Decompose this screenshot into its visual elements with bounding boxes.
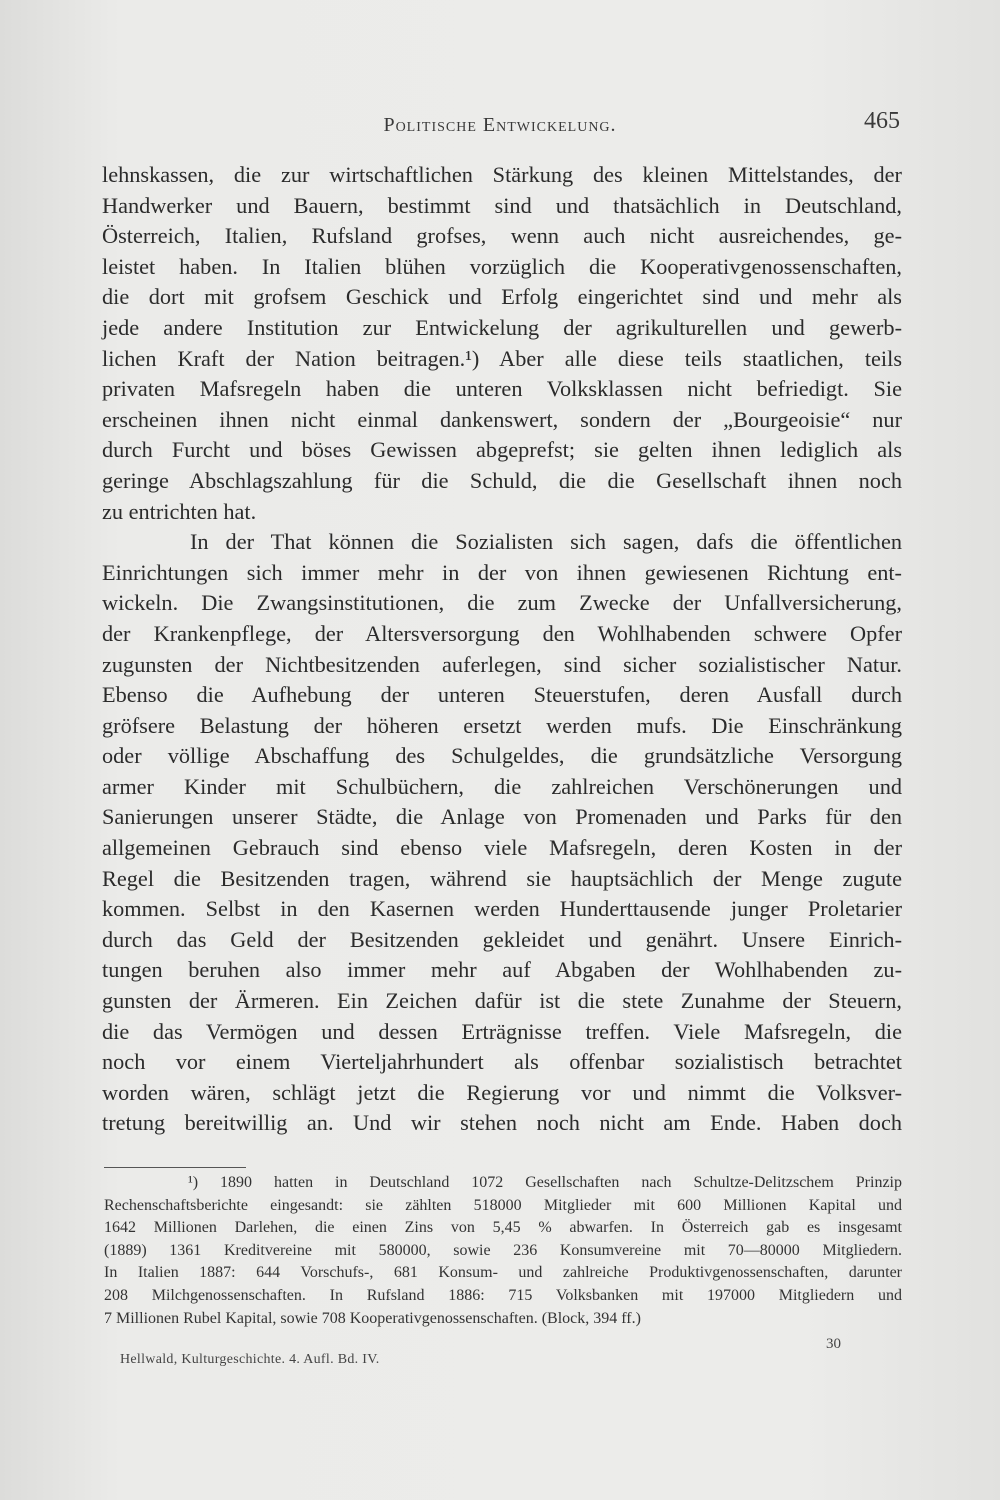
footnote-line: Rechenschaftsberichte eingesandt: sie zählten 518000 Mitglieder mit 600 Millionen Kapital und	[104, 1196, 902, 1214]
footnote-line: In Italien 1887: 644 Vorschufs-, 681 Konsum- und zahlreiche Produktivgenossenschaften, darunter	[104, 1264, 902, 1282]
text-line: noch vor einem Vierteljahrhundert als offenbar sozialistisch betrachtet	[102, 1049, 902, 1075]
footnote-divider	[104, 1167, 246, 1168]
text-line: oder völlige Abschaffung des Schulgeldes, die grundsätzliche Versorgung	[102, 743, 902, 769]
text-line: zugunsten der Nichtbesitzenden auferlegen, sind sicher sozialistischer Natur.	[102, 651, 902, 677]
text-line: die dort mit grofsem Geschick und Erfolg eingerichtet sind und mehr als	[102, 284, 902, 310]
text-line: armer Kinder mit Schulbüchern, die zahlreichen Verschönerungen und	[102, 773, 902, 799]
text-line: Sanierungen unserer Städte, die Anlage von Promenaden und Parks für den	[102, 804, 902, 830]
text-line: die das Vermögen und dessen Erträgnisse treffen. Viele Mafsregeln, die	[102, 1018, 902, 1044]
running-head	[100, 108, 900, 148]
text-line: leistet haben. In Italien blühen vorzüglich die Kooperativgenossenschaften,	[102, 253, 902, 279]
page-number: 465	[864, 108, 900, 134]
text-line: Ebenso die Aufhebung der unteren Steuerstufen, deren Ausfall durch	[102, 682, 902, 708]
body-text	[102, 160, 902, 1139]
footnotes	[104, 1172, 902, 1330]
text-line: erscheinen ihnen nicht einmal dankenswert, sondern der „Bourgeoisie“ nur	[102, 406, 902, 432]
text-line: Handwerker und Bauern, bestimmt sind und thatsächlich in Deutschland,	[102, 192, 902, 218]
footnote-line: (1889) 1361 Kreditvereine mit 580000, sowie 236 Konsumvereine mit 70—80000 Mitgliedern.	[104, 1241, 902, 1259]
text-line: lichen Kraft der Nation beitragen.¹) Aber alle diese teils staatlichen, teils	[102, 345, 902, 371]
running-title: Politische Entwickelung.	[383, 114, 617, 136]
text-line: allgemeinen Gebrauch sind ebenso viele Mafsregeln, deren Kosten in der	[102, 835, 902, 861]
footnote-line: 208 Milchgenossenschaften. In Rufsland 1886: 715 Volksbanken mit 197000 Mitgliedern und	[104, 1286, 902, 1304]
text-line: zu entrichten hat.	[102, 498, 257, 524]
text-line: der Krankenpflege, der Altersversorgung den Wohlhabenden schwere Opfer	[102, 620, 902, 646]
text-line: Österreich, Italien, Rufsland grofses, wenn auch nicht ausreichendes, ge-	[102, 223, 902, 249]
footnote-line: 1642 Millionen Darlehen, die einen Zins von 5,45 % abwarfen. In Österreich gab es insgesamt	[104, 1219, 902, 1237]
text-line: In der That können die Sozialisten sich sagen, dafs die öffentlichen	[190, 529, 902, 555]
text-line: gunsten der Ärmeren. Ein Zeichen dafür ist die stete Zunahme der Steuern,	[102, 988, 902, 1014]
text-line: wickeln. Die Zwangsinstitutionen, die zum Zwecke der Unfallversicherung,	[102, 590, 902, 616]
text-line: durch das Geld der Besitzenden gekleidet und genährt. Unsere Einrich-	[102, 926, 902, 952]
text-line: tretung bereitwillig an. Und wir stehen noch nicht am Ende. Haben doch	[102, 1110, 902, 1136]
text-line: Einrichtungen sich immer mehr in der von ihnen gewiesenen Richtung ent-	[102, 559, 902, 585]
text-line: privaten Mafsregeln haben die unteren Volksklassen nicht befriedigt. Sie	[102, 376, 902, 402]
text-line: tungen beruhen also immer mehr auf Abgaben der Wohlhabenden zu-	[102, 957, 902, 983]
text-line: kommen. Selbst in den Kasernen werden Hunderttausende junger Proletarier	[102, 896, 902, 922]
sheet-number: 30	[826, 1336, 841, 1352]
footnote-line: 7 Millionen Rubel Kapital, sowie 708 Kooperativgenossenschaften. (Block, 394 ff.)	[104, 1309, 641, 1327]
text-line: geringe Abschlagszahlung für die Schuld, die die Gesellschaft ihnen noch	[102, 467, 902, 493]
text-line: jede andere Institution zur Entwickelung der agrikulturellen und gewerb-	[102, 314, 902, 340]
text-line: worden wären, schlägt jetzt die Regierung vor und nimmt die Volksver-	[102, 1079, 902, 1105]
footnote-line: ¹) 1890 hatten in Deutschland 1072 Gesellschaften nach Schultze-Delitzschem Prinzip	[188, 1174, 902, 1191]
text-line: gröfsere Belastung der höheren ersetzt werden mufs. Die Einschränkung	[102, 712, 902, 738]
text-line: lehnskassen, die zur wirtschaftlichen Stärkung des kleinen Mittelstandes, der	[102, 162, 902, 187]
text-line: Regel die Besitzenden tragen, während sie hauptsächlich der Menge zugute	[102, 865, 902, 891]
signature-line: Hellwald, Kulturgeschichte. 4. Aufl. Bd. IV.	[120, 1352, 380, 1367]
text-line: durch Furcht und böses Gewissen abgeprefst; sie gelten ihnen lediglich als	[102, 437, 902, 463]
